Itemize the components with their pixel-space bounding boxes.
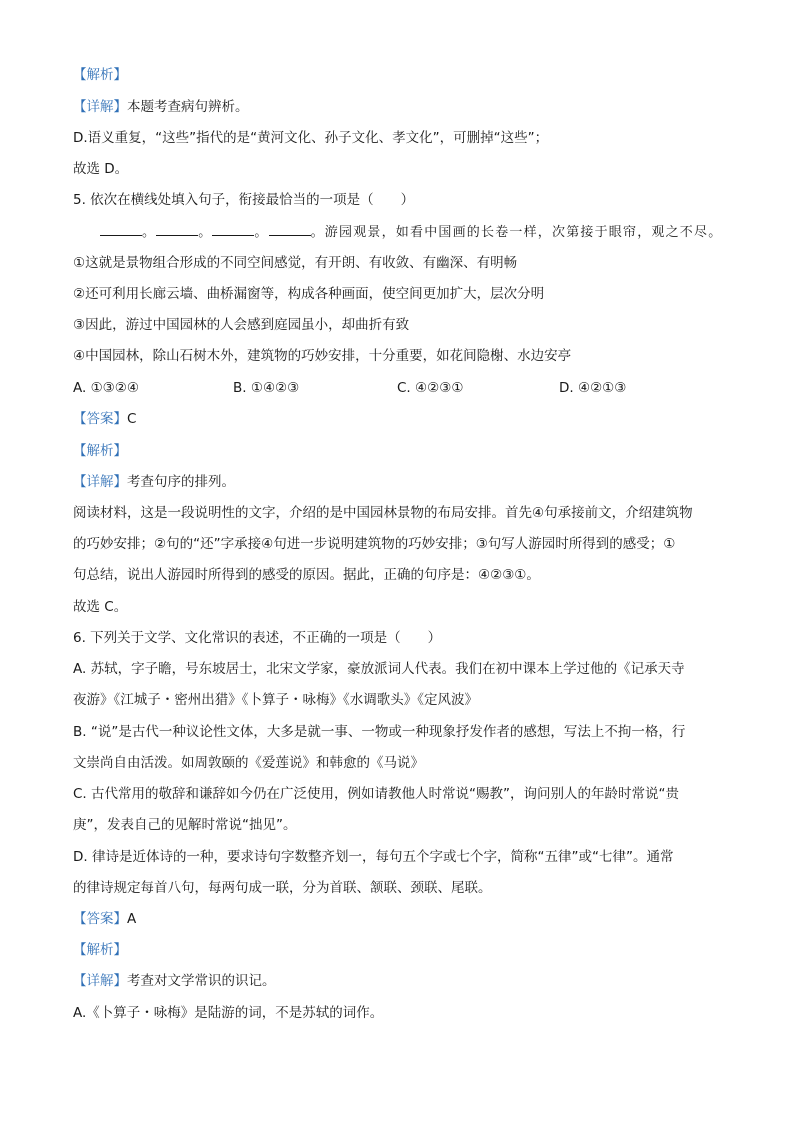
- analysis-line-2: 的巧妙安排；②句的“还”字承接④句进一步说明建筑物的巧妙安排；③句写人游园时所得到的感受；①: [73, 536, 676, 552]
- detail-text: 考查对文学常识的识记。: [127, 973, 276, 989]
- option-c-line-1: C. 古代常用的敬辞和谦辞如今仍在广泛使用，例如请教他人时常说“赐教”，询问别人的年龄时常说“贵: [73, 786, 679, 802]
- detail-paragraph: [73, 97, 249, 117]
- question-stem: 5. 依次在横线处填入句子，衔接最恰当的一项是（ ）: [73, 192, 415, 208]
- analysis-tag: 【解析】: [73, 67, 127, 83]
- blank-separator: 。: [198, 225, 213, 240]
- detail-tag: 【详解】: [73, 474, 127, 490]
- option-d-line-1: D. 律诗是近体诗的一种，要求诗句字数整齐划一，每句五个字或七个字，简称“五律”或“七律”。通常: [73, 849, 674, 865]
- detail-tag: 【详解】: [73, 99, 127, 115]
- answer-value: C: [127, 411, 137, 427]
- choose-text: 故选 D。: [73, 161, 129, 177]
- sentence-3: ③因此，游过中国园林的人会感到庭园虽小，却曲折有致: [73, 317, 410, 333]
- option-b-line-2: 文崇尚自由活泼。如周敦颐的《爱莲说》和韩愈的《马说》: [73, 755, 424, 771]
- passage-tail: 。游园观景，如看中国画的长卷一样，次第接于眼帘，观之不尽。: [310, 225, 723, 240]
- answer-value: A: [127, 911, 137, 927]
- detail-paragraph: [73, 472, 235, 492]
- answer-line: [73, 909, 136, 929]
- option-b-line-1: B. “说”是古代一种议论性文体，大多是就一事、一物或一种现象抒发作者的感想，写法上不拘一格，行: [73, 724, 686, 740]
- option-a-line-1: A. 苏轼，字子瞻，号东坡居士，北宋文学家，豪放派词人代表。我们在初中课本上学过他的《记承天寺: [73, 661, 685, 677]
- answer-blank: [156, 221, 198, 236]
- explanation-text: D.语义重复，“这些”指代的是“黄河文化、孙子文化、孝文化”，可删掉“这些”；: [73, 130, 549, 146]
- blank-separator: 。: [142, 225, 157, 240]
- detail-text: 考查句序的排列。: [127, 474, 235, 490]
- option-d-line-2: 的律诗规定每首八句，每两句成一联，分为首联、颔联、颈联、尾联。: [73, 880, 492, 896]
- option-c-line-2: 庚”，发表自己的见解时常说“拙见”。: [73, 817, 297, 833]
- analysis-tag: 【解析】: [73, 443, 127, 459]
- sentence-2: ②还可利用长廊云墙、曲桥漏窗等，构成各种画面，使空间更加扩大，层次分明: [73, 286, 545, 302]
- analysis-line-1: 阅读材料，这是一段说明性的文字，介绍的是中国园林景物的布局安排。首先④句承接前文，介绍建筑物: [73, 505, 693, 521]
- answer-blank: [212, 221, 254, 236]
- answer-options: [73, 378, 713, 398]
- explanation-text: A.《卜算子・咏梅》是陆游的词，不是苏轼的词作。: [73, 1005, 384, 1021]
- detail-paragraph: [73, 971, 276, 991]
- answer-blank: [100, 221, 142, 236]
- analysis-line-3: 句总结，说出人游园时所得到的感受的原因。据此，正确的句序是：④②③①。: [73, 567, 540, 583]
- option-a-line-2: 夜游》《江城子・密州出猎》《卜算子・咏梅》《水调歌头》《定风波》: [73, 692, 478, 708]
- option-c: C. ④②③①: [397, 380, 464, 396]
- sentence-4: ④中国园林，除山石树木外，建筑物的巧妙安排，十分重要，如花间隐榭、水边安亭: [73, 348, 572, 364]
- option-d: D. ④②①③: [559, 380, 627, 396]
- analysis-tag: 【解析】: [73, 942, 127, 958]
- blank-separator: 。: [254, 225, 269, 240]
- answer-line: [73, 409, 136, 429]
- answer-tag: 【答案】: [73, 411, 127, 427]
- choose-text: 故选 C。: [73, 599, 128, 615]
- option-a: A. ①③②④: [73, 380, 139, 396]
- option-b: B. ①④②③: [233, 380, 300, 396]
- answer-blank: [269, 221, 311, 236]
- sentence-1: ①这就是景物组合形成的不同空间感觉，有开朗、有收敛、有幽深、有明畅: [73, 255, 518, 271]
- passage-with-blanks: [100, 221, 722, 241]
- question-stem: 6. 下列关于文学、文化常识的表述，不正确的一项是（ ）: [73, 630, 442, 646]
- detail-text: 本题考查病句辨析。: [127, 99, 249, 115]
- answer-tag: 【答案】: [73, 911, 127, 927]
- detail-tag: 【详解】: [73, 973, 127, 989]
